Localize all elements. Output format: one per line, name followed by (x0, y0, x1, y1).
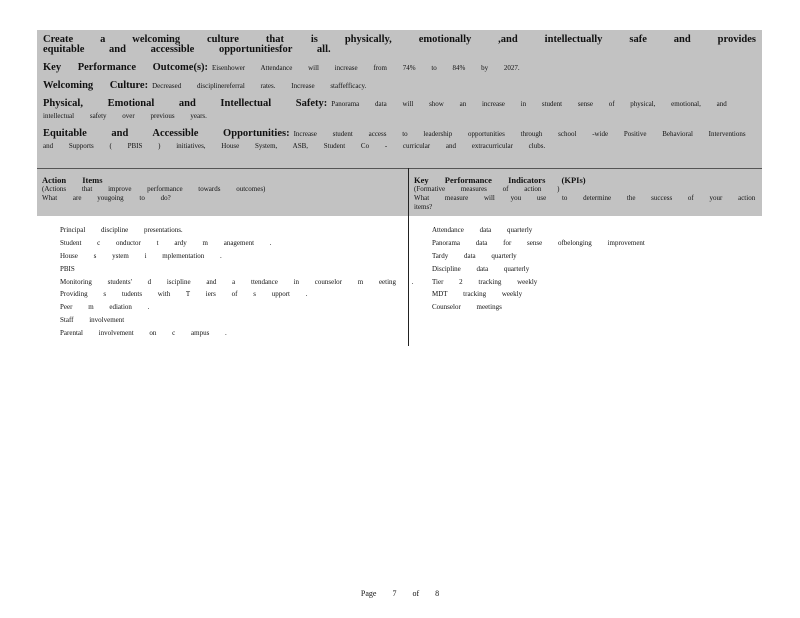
kpi-list (414, 224, 645, 314)
table-header-row (37, 168, 762, 216)
action-item-text: PBIS (60, 264, 75, 273)
bullet-icon (42, 276, 60, 289)
safety-line (43, 97, 756, 121)
kpi-item-text: MDT tracking weekly (432, 290, 523, 299)
kpi-header (409, 169, 762, 216)
bullet-icon (414, 301, 432, 314)
action-item (42, 237, 414, 250)
kpi-item (414, 263, 645, 276)
action-item-text: Peer m ediation . (60, 303, 150, 312)
bullet-icon (414, 250, 432, 263)
action-item-text: Parental involvement on c ampus . (60, 329, 227, 338)
action-items-header (37, 169, 408, 216)
welcoming-text: Decreased disciplinereferral rates. Increase staffefficacy. (152, 82, 367, 90)
action-item (42, 314, 414, 327)
kpo-line (43, 61, 756, 73)
action-items-title: Action Items (42, 175, 103, 185)
kpi-item (414, 237, 645, 250)
bullet-icon (42, 263, 60, 276)
kpi-item-text: Tardy data quarterly (432, 251, 517, 260)
action-item-text: House s ystem i mplementation . (60, 251, 222, 260)
action-items-list (42, 224, 414, 340)
kpi-item (414, 276, 645, 289)
mission-statement: Create a welcoming culture that is physically, emotionally ,and intellectually safe and provides equitable and accessible opportunitiesfor all. (43, 34, 756, 55)
action-item (42, 288, 414, 301)
welcoming-label: Welcoming Culture: (43, 80, 149, 91)
bullet-icon (42, 314, 60, 327)
kpi-item (414, 250, 645, 263)
safety-label: Physical, Emotional and Intellectual Safety: (43, 98, 328, 109)
safety-text: Panorama data will show an increase in student sense of physical, emotional, and intellectual safety over previous years. (43, 100, 727, 120)
kpi-item (414, 288, 645, 301)
kpo-label: Key Performance Outcome(s): (43, 62, 209, 73)
kpi-title: Key Performance Indicators (KPIs) (414, 175, 586, 185)
equitable-line (43, 127, 756, 151)
goal-summary-box (37, 30, 762, 168)
bullet-icon (414, 276, 432, 289)
equitable-label: Equitable and Accessible Opportunities: (43, 128, 290, 139)
action-item-text: Principal discipline presentations. (60, 226, 183, 234)
action-item (42, 263, 414, 276)
bullet-icon (42, 224, 60, 237)
bullet-icon (42, 288, 60, 301)
bullet-icon (42, 327, 60, 340)
welcoming-line (43, 79, 756, 91)
action-item (42, 250, 414, 263)
action-item (42, 327, 414, 340)
kpi-item (414, 301, 645, 314)
bullet-icon (414, 288, 432, 301)
equitable-text: Increase student access to leadership opportunities through school -wide Positive Behavioral Interventions and Supports ( PBIS ) initiatives, House System, ASB, Student Co - curricular and extracurricular clubs. (43, 130, 746, 150)
action-item-text: Providing s tudents with T iers of s upport . (60, 290, 308, 299)
kpi-subtitle: (Formative measures of action ) (414, 185, 560, 193)
kpi-question: What measure will you use to determine the success of your action items? (414, 194, 756, 211)
bullet-icon (414, 263, 432, 276)
kpi-item (414, 224, 645, 237)
action-item-text: Monitoring students' d iscipline and a ttendance in counselor m eeting . (60, 277, 414, 286)
action-item-text: Staff involvement (60, 316, 125, 325)
kpo-text: Eisenhower Attendance will increase from 74% to 84% by 2027. (212, 64, 520, 72)
bullet-icon (42, 301, 60, 314)
kpi-item-text: Counselor meetings (432, 303, 502, 312)
kpi-item-text: Discipline data quarterly (432, 264, 530, 273)
action-items-subtitle: (Actions that improve performance towards outcomes) (42, 185, 266, 193)
action-item (42, 301, 414, 314)
action-items-question: What are yougoing to do? (42, 194, 171, 202)
action-item-text: Student c onductor t ardy m anagement . (60, 238, 272, 247)
action-item (42, 224, 414, 237)
kpi-item-text: Panorama data for sense ofbelonging improvement (432, 238, 645, 247)
action-item (42, 276, 414, 289)
kpi-item-text: Attendance data quarterly (432, 226, 533, 234)
bullet-icon (414, 237, 432, 250)
bullet-icon (414, 224, 432, 237)
page-number: Page 7 of 8 (360, 589, 440, 598)
kpi-item-text: Tier 2 tracking weekly (432, 277, 538, 286)
bullet-icon (42, 250, 60, 263)
bullet-icon (42, 237, 60, 250)
